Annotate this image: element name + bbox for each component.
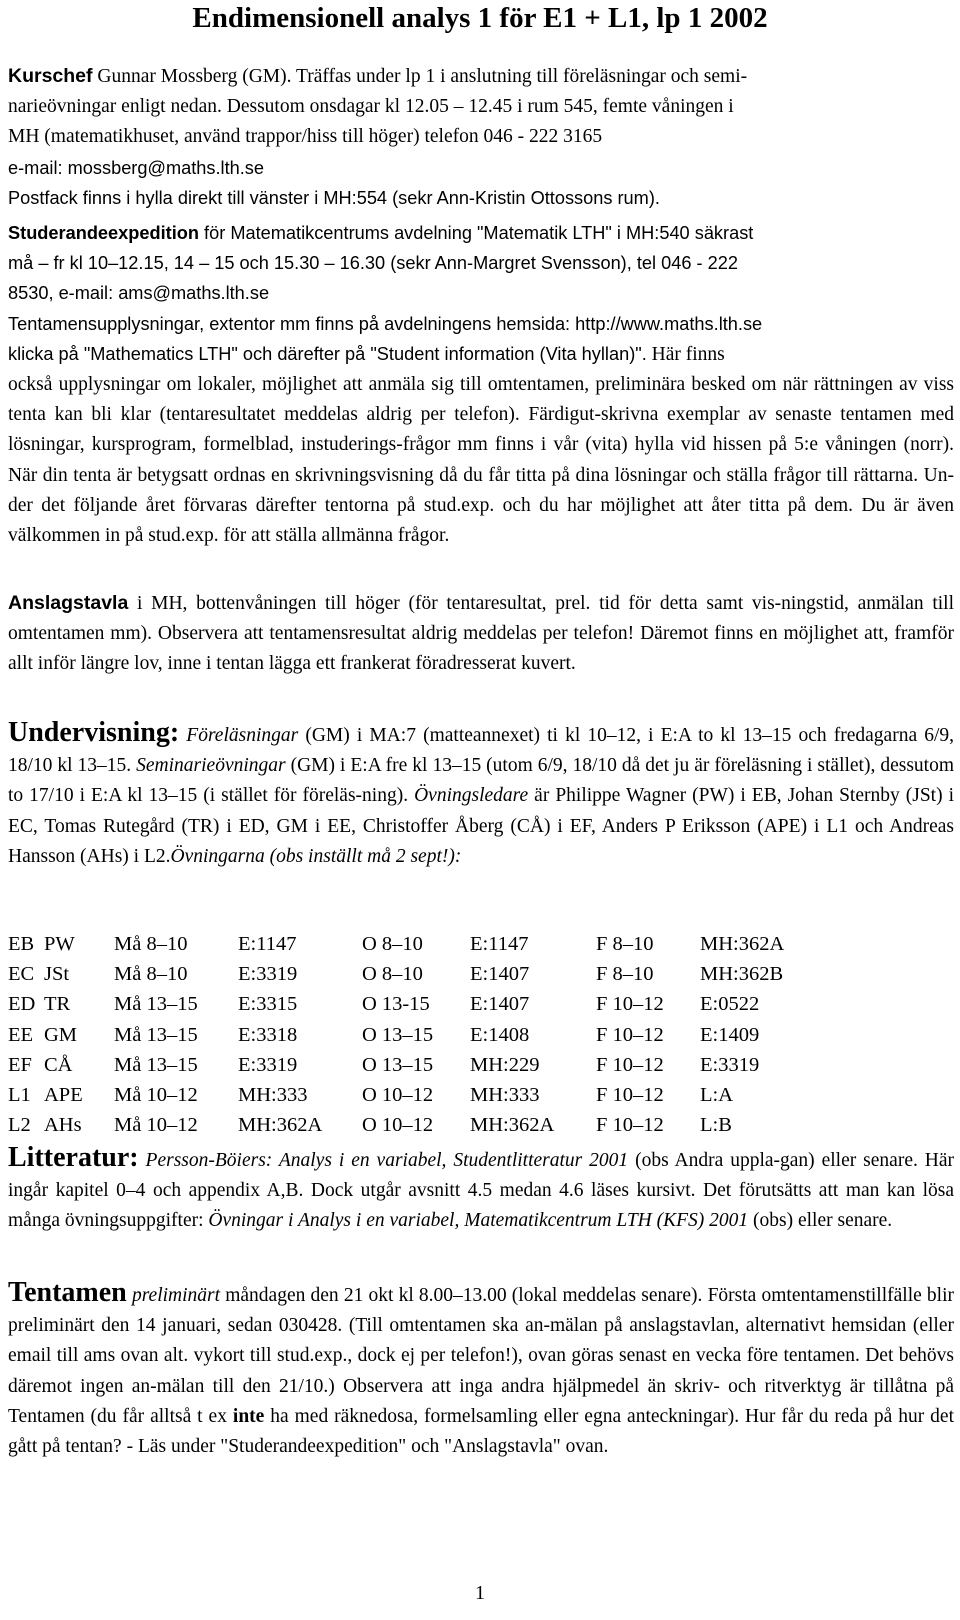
schedule-cell: MH:333 (238, 1084, 308, 1107)
schedule-cell: MH:362A (700, 933, 785, 955)
schedule-row (8, 1080, 820, 1110)
schedule-cell: TR (44, 993, 71, 1016)
schedule-cell: F 8–10 (596, 933, 654, 955)
schedule-cell: MH:229 (470, 1053, 540, 1076)
studexp-line5b: Här finns (646, 343, 725, 365)
schedule-cell: O 13–15 (362, 1023, 434, 1046)
kurschef-line3: MH (matematikhuset, använd trappor/hiss till höger) telefon 046 - 222 3165 (8, 126, 603, 148)
schedule-cell: O 8–10 (362, 933, 423, 955)
schedule-row (8, 1110, 820, 1140)
schedule-cell: F 10–12 (596, 1114, 664, 1137)
schedule-cell: E:1407 (470, 963, 530, 986)
schedule-cell: Må 13–15 (114, 1023, 198, 1046)
schedule-cell: AHs (44, 1114, 82, 1137)
schedule-cell: GM (44, 1023, 78, 1046)
studexp-line3: 8530, e-mail: ams@maths.lth.se (8, 283, 270, 304)
schedule-cell: L1 (8, 1084, 31, 1107)
undervisning-t6: är Philippe Wagner (PW) i EB, Johan Sternby (JSt) i EC, Tomas Rutegård (TR) i ED, GM i EE, Christoffer Åberg (CÅ) i EF, Anders P Eriksson (APE) i L1 och Andreas Hansson (AHs) i L2. (8, 785, 954, 867)
litteratur-label: Litteratur: (8, 1142, 139, 1173)
kurschef-label: Kurschef (8, 65, 93, 87)
schedule-cell: EC (8, 963, 35, 986)
schedule-cell: EE (8, 1023, 34, 1046)
schedule-cell: E:1408 (470, 1023, 530, 1046)
undervisning-t2: (GM) i MA:7 (matteannexet) ti kl 10–12, i E:A to kl 13–15 och fredagarna 6/9, 18/10 kl 13–15. (8, 725, 955, 777)
anslag-section (8, 588, 954, 680)
kurschef-line2: narieövningar enligt nedan. Dessutom onsdagar kl 12.05 – 12.45 i rum 545, femte våningen i (8, 96, 734, 118)
litteratur-t1: Persson-Böiers: Analys i en variabel, Studentlitteratur 2001 (145, 1150, 629, 1171)
schedule-cell: O 8–10 (362, 963, 423, 986)
schedule-cell: MH:362B (700, 963, 784, 986)
undervisning-t5: Övningsledare (414, 785, 529, 807)
tentamen-section (8, 1278, 954, 1462)
studexp-label: Studerandeexpedition (8, 223, 199, 243)
studexp-line5a: klicka på "Mathematics LTH" och därefter på "Student information (Vita hyllan)". (8, 343, 647, 364)
undervisning-t3: Seminarieövningar (136, 755, 286, 777)
schedule-cell: F 8–10 (596, 963, 654, 986)
tentamen-t4: ha med räknedosa, formelsamling eller egna anteckningar). Hur får du reda på hur det gått på tentan? - Läs under "Studerandeexpedition" och "Anslagstavla" ovan. (8, 1405, 954, 1458)
schedule-cell: MH:362A (238, 1114, 323, 1137)
schedule-cell: E:3319 (238, 1053, 298, 1076)
schedule-cell: MH:333 (470, 1084, 540, 1107)
schedule-cell: PW (44, 933, 75, 955)
tentamen-t1: preliminärt (131, 1285, 221, 1306)
schedule-cell: E:0522 (700, 993, 760, 1016)
schedule-cell: O 10–12 (362, 1114, 434, 1137)
studexp-line2: må – fr kl 10–12.15, 14 – 15 och 15.30 – 16.30 (sekr Ann-Margret Svensson), tel 046 - 222 (8, 253, 738, 274)
schedule-cell: F 10–12 (596, 993, 664, 1016)
studexp-section (8, 218, 954, 551)
schedule-cell: Må 8–10 (114, 933, 188, 955)
anslag-text: i MH, bottenvåningen till höger (för tentaresultat, prel. tid för detta samt vis-ningstid, anmälan till omtentamen mm). Observera att tentamensresultat aldrig meddelas per telefon! Däremot finns en möjlighet att, framför allt inför längre lov, inne i tentan lägga ett frankerat föradresserat kuvert. (8, 593, 954, 675)
kurschef-line1: Gunnar Mossberg (GM). Träffas under lp 1 i anslutning till föreläsningar och semi- (92, 66, 748, 87)
undervisning-t7: Övningarna (obs inställt må 2 sept!): (170, 845, 462, 867)
schedule-cell: Må 10–12 (114, 1084, 198, 1107)
schedule-cell: E:1147 (238, 933, 297, 955)
studexp-line1: för Matematikcentrums avdelning "Matematik LTH" i MH:540 säkrast (199, 223, 754, 243)
tentamen-t3: inte (232, 1405, 265, 1427)
schedule-cell: L:A (700, 1084, 734, 1107)
schedule-cell: E:3319 (700, 1053, 760, 1076)
schedule-cell: F 10–12 (596, 1053, 664, 1076)
undervisning-t4: (GM) i E:A fre kl 13–15 (utom 6/9, 18/10 då det ju är föreläsning i stället), dessutom to 17/10 i E:A kl 13–15 (i stället för föreläs-ning). (8, 755, 954, 807)
schedule-cell: MH:362A (470, 1114, 555, 1137)
schedule-cell: O 13-15 (362, 993, 430, 1016)
schedule-cell: E:3315 (238, 993, 298, 1016)
schedule-cell: F 10–12 (596, 1023, 664, 1046)
schedule-cell: F 10–12 (596, 1084, 664, 1107)
undervisning-section (8, 718, 954, 872)
schedule-cell: E:3318 (238, 1023, 298, 1046)
schedule-cell: Må 13–15 (114, 993, 198, 1016)
schedule-row (8, 929, 820, 959)
tentamen-label: Tentamen (8, 1277, 127, 1308)
schedule-cell: E:1409 (700, 1023, 760, 1046)
schedule-cell: APE (44, 1084, 83, 1107)
schedule-cell: Må 13–15 (114, 1053, 198, 1076)
schedule-cell: EB (8, 933, 35, 955)
schedule-cell: O 13–15 (362, 1053, 434, 1076)
schedule-cell: O 10–12 (362, 1084, 434, 1107)
tentamen-t2: måndagen den 21 okt kl 8.00–13.00 (lokal meddelas senare). Första omtentamenstillfälle blir preliminärt den 14 januari, sedan 030428. (Till omtentamen ska an-mälan på anslagstavlan, alternativt hemsidan (eller email till ams ovan alt. vykort till stud.exp., dock ej per telefon!), ovan göras senast en vecka före tentamen. Det behövs däremot ingen an-mälan till den 21/10.) Observera att inga andra hjälpmedel än skriv- och ritverktyg är tillåtna på Tentamen (du får alltså t ex (8, 1285, 955, 1427)
schedule-cell: E:3319 (238, 963, 298, 986)
page-title: Endimensionell analys 1 för E1 + L1, lp 1 2002 (192, 2, 768, 34)
undervisning-label: Undervisning: (8, 717, 180, 748)
schedule-cell: Må 10–12 (114, 1114, 198, 1137)
schedule-cell: ED (8, 993, 36, 1016)
schedule-cell: E:1407 (470, 993, 530, 1016)
litteratur-t2: (obs Andra uppla-gan) eller senare. Här ingår kapitel 0–4 och appendix A,B. Dock utgår avsnitt 4.5 medan 4.6 läses kursivt. Det förutsätts att man kan lösa många övningsuppgifter: (8, 1150, 955, 1232)
schedule-cell: L:B (700, 1114, 732, 1137)
undervisning-t1: Föreläsningar (186, 725, 299, 746)
anslag-label: Anslagstavla (8, 592, 129, 614)
schedule-row (8, 959, 820, 989)
schedule-table (8, 929, 820, 1140)
schedule-row (8, 1050, 820, 1080)
litteratur-section (8, 1143, 954, 1237)
schedule-row (8, 989, 820, 1019)
studexp-rest: också upplysningar om lokaler, möjlighet att anmäla sig till omtentamen, preliminära besked om när rättningen av viss tenta kan bli klar (tentaresultatet meddelas aldrig per telefon). Färdigut-skrivna exemplar av senaste tentamen med lösningar, kursprogram, formelblad, instuderings-frågor mm finns i vår (vita) hylla vid hissen på 5:e våningen (norr). När din tenta är betygsatt ordnas en skrivningsvisning då du får titta på dina lösningar och ställa frågor till rättarna. Un-der det följande året förvaras därefter tentorna på stud.exp. och du har möjlighet att åter titta på dem. Du är även välkommen in på stud.exp. för att ställa allmänna frågor. (8, 374, 954, 547)
page-number: 1 (475, 1582, 485, 1604)
studexp-line4: Tentamensupplysningar, extentor mm finns på avdelningens hemsida: http://www.maths.lth.se (8, 313, 763, 334)
kurschef-email: e-mail: mossberg@maths.lth.se (8, 157, 264, 178)
schedule-cell: CÅ (44, 1053, 73, 1076)
litteratur-t4: (obs) eller senare. (748, 1210, 893, 1232)
schedule-cell: E:1147 (470, 933, 529, 955)
kurschef-postfack: Postfack finns i hylla direkt till vänster i MH:554 (sekr Ann-Kristin Ottossons rum). (8, 187, 660, 208)
schedule-row (8, 1020, 820, 1050)
schedule-cell: Må 8–10 (114, 963, 188, 986)
litteratur-t3: Övningar i Analys i en variabel, Matematikcentrum LTH (KFS) 2001 (208, 1210, 749, 1232)
kurschef-section (8, 61, 954, 213)
schedule-cell: JSt (44, 963, 70, 986)
schedule-cell: EF (8, 1053, 32, 1076)
schedule-cell: L2 (8, 1114, 31, 1137)
